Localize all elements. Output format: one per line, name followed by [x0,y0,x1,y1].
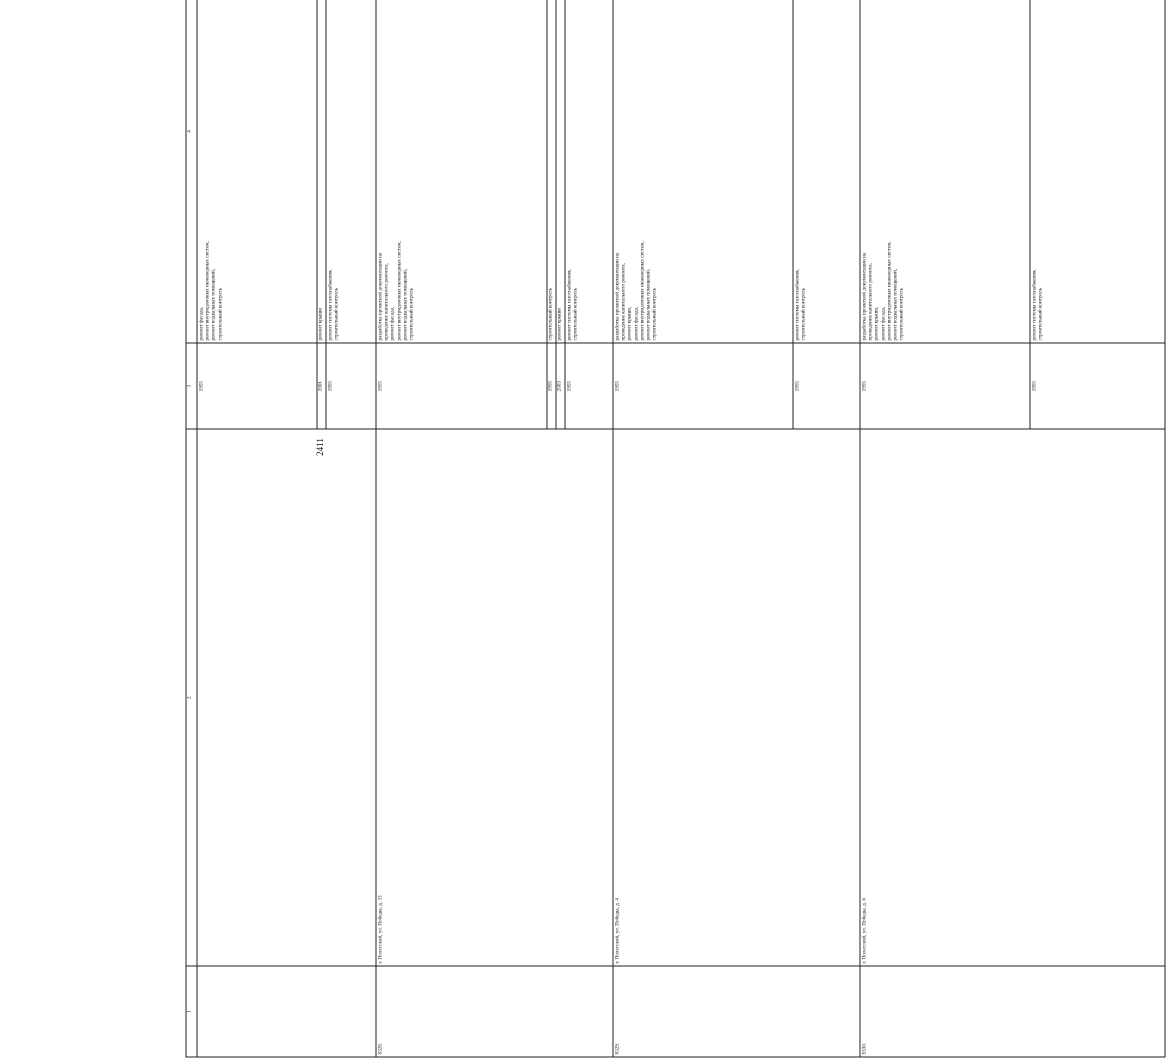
work-line: ремонт крыши, [873,306,880,341]
work-line: разработка проектной документации на [377,252,384,341]
work-line: ремонт фасада, [198,306,205,341]
work-cell [376,0,547,343]
header-col-1: 1 [186,966,197,1057]
address-cell: г. Полесской, ул. Победы, д. 33 [376,429,613,966]
work-line: ремонт системы газоснабжения, [566,269,573,341]
work-line: ремонт фасада, [633,306,640,341]
work-line: ремонт системы газоснабжения, [794,269,801,341]
work-line: строительный контроль [898,287,905,341]
work-cell [317,0,326,343]
work-line: ремонт подвальных помещений, [892,268,899,341]
repair-schedule-table [186,0,1166,1058]
work-line: строительный контроль [1037,287,1044,341]
year-cell: 1955 [565,343,613,429]
work-line: ремонт крыши [556,307,563,341]
work-line: ремонт фасада, [389,306,396,341]
row-number-cell: 8328. [376,966,613,1057]
year-cell: 1955 [793,343,860,429]
work-line: ремонт крыши [317,307,324,341]
work-line: ремонт внутридомовых инженерных систем, [204,241,211,341]
address-cell: г. Полесской, ул. Победы, д. 4 [613,429,860,966]
year-cell: 2003 [556,343,565,429]
work-line: ремонт внутридомовых инженерных систем, [639,241,646,341]
work-cell [547,0,556,343]
work-line: строительный контроль [547,287,554,341]
work-line: ремонт системы газоснабжения, [327,269,334,341]
table-row [376,0,547,1057]
header-col-2: 2 [186,429,197,966]
work-cell [556,0,565,343]
work-line: ремонт фасада, [880,306,887,341]
header-col-3: 3 [186,343,197,429]
work-line: строительный контроль [800,287,807,341]
header-col-4: 4 [186,0,197,343]
work-line: ремонт подвальных помещений, [645,268,652,341]
year-cell: 1955 [613,343,793,429]
table-body [197,0,1165,1057]
work-cell [793,0,860,343]
work-cell [197,0,317,343]
rotated-table-wrapper [186,0,1044,1058]
year-cell: 1955 [1030,343,1165,429]
year-cell: 1955 [547,343,556,429]
row-number-cell: 8329. [613,966,860,1057]
address-cell: г. Полесской, ул. Победы, д. 6 [860,429,1165,966]
work-cell [565,0,613,343]
work-line: проведение капитального ремонта, [620,263,627,341]
page-number: 2411 [315,438,325,456]
year-cell: 1955 [376,343,547,429]
work-line: ремонт внутридомовых инженерных систем, [396,241,403,341]
year-cell: 1955 [197,343,317,429]
row-number-cell [197,966,376,1057]
table-row [613,0,793,1057]
work-line: строительный контроль [572,287,579,341]
year-cell: 2001 [317,343,326,429]
work-line: ремонт подвальных помещений, [210,268,217,341]
work-line: ремонт подвальных помещений, [402,268,409,341]
address-cell [197,429,376,966]
work-line: строительный контроль [408,287,415,341]
table-row [860,0,1030,1057]
work-cell [326,0,376,343]
year-cell: 1955 [860,343,1030,429]
work-cell [1030,0,1165,343]
work-cell [613,0,793,343]
work-line: строительный контроль [651,287,658,341]
row-number-cell: 8330. [860,966,1165,1057]
work-line: ремонт системы газоснабжения, [1031,269,1038,341]
work-line: разработка проектной документации на [614,252,621,341]
work-line: проведение капитального ремонта, [867,263,874,341]
work-line: ремонт внутридомовых инженерных систем, [886,241,893,341]
year-cell: 1955 [326,343,376,429]
work-line: строительный контроль [217,287,224,341]
work-line: строительный контроль [333,287,340,341]
table-row [197,0,317,1057]
work-line: разработка проектной документации на [861,252,868,341]
work-cell [860,0,1030,343]
header-row [186,0,197,1057]
work-line: ремонт крыши, [626,306,633,341]
work-line: проведение капитального ремонта, [383,263,390,341]
